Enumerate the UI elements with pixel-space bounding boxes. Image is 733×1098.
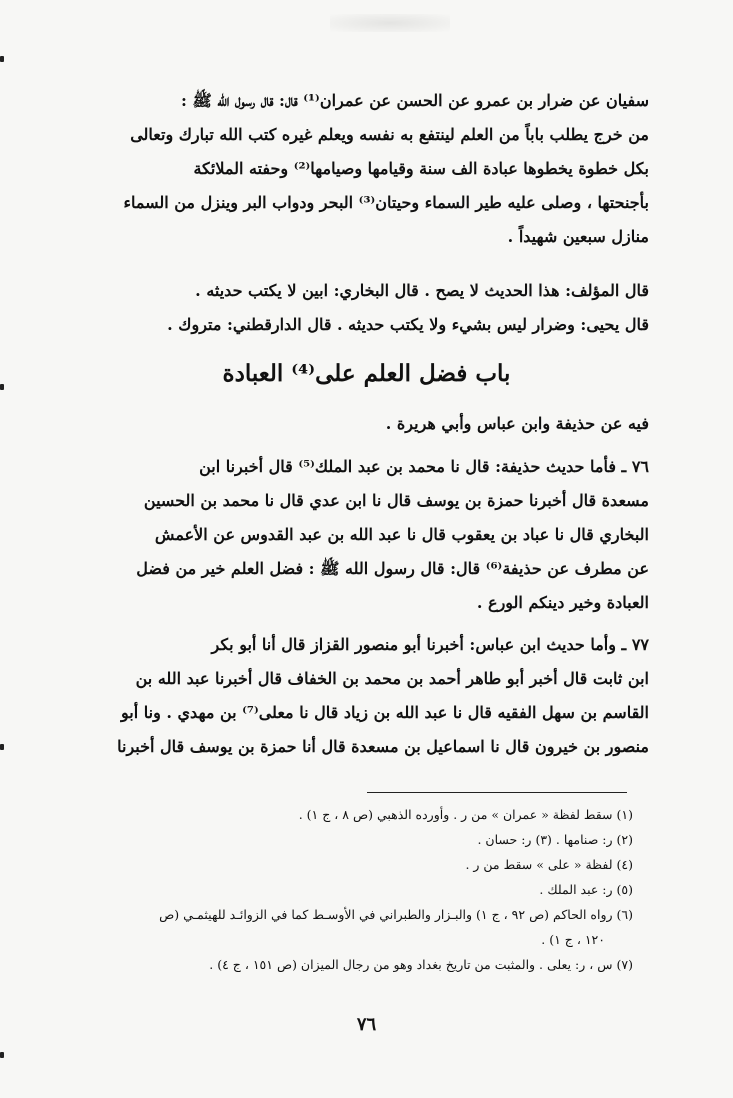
text-line: قال المؤلف: هذا الحديث لا يصح . قال البخاري: ابين لا يكتب حديثه . [195,281,649,300]
edge-mark [0,744,4,750]
footnote: (٦) رواه الحاكم (ص ٩٢ ، ج ١) والبـزار والطبراني في الأوسـط كما في الزوائـد للهيثمـي (ص [159,907,633,922]
text-line: العبادة وخير دينكم الورع . [476,593,649,612]
text-line: قال يحيى: وضرار ليس بشيء ولا يكتب حديثه . قال الدارقطني: متروك . [167,315,649,334]
text-line: منازل سبعين شهيداً . [507,227,649,246]
footnote: (٥) ر: عبد الملك . [539,882,633,897]
edge-mark [0,56,4,62]
text-line: ابن ثابت قال أخبر أبو طاهر أحمد بن محمد بن الخفاف قال أخبرنا عبد الله بن [135,669,649,688]
footnote: (١) سقط لفظة « عمران » من ر . وأورده الذهبي (ص ٨ ، ج ١) . [298,807,633,822]
hadith-76 [79,450,649,620]
text-line: فيه عن حذيفة وابن عباس وأبي هريرة . [385,414,649,433]
text-line: القاسم بن سهل الفقيه قال نا عبد الله بن زياد قال نا معلى⁽⁷⁾ بن مهدي . ونا أبو [121,703,649,722]
edge-mark [0,1052,4,1058]
text-line: سفيان عن ضرار بن عمرو عن الحسن عن عمران⁽¹⁾ قال: قال رسول الله ﷺ : [181,91,649,110]
scan-smudge [330,14,450,32]
footnote-separator [367,792,627,793]
text-line: بكل خطوة يخطوها عبادة الف سنة وقيامها وصيامها⁽²⁾ وحفته الملائكة [193,159,649,178]
text-line: من خرج يطلب باباً من العلم لينتفع به نفسه ويعلم غيره كتب الله تبارك وتعالى [130,125,649,144]
footnote: (٢) ر: صنامها . (٣) ر: حسان . [477,832,633,847]
text-line: عن مطرف عن حذيفة⁽⁶⁾ قال: قال رسول الله ﷺ : فضل العلم خير من فضل [136,559,649,578]
text-line: ٧٦ ـ فأما حديث حذيفة: قال نا محمد بن عبد الملك⁽⁵⁾ قال أخبرنا ابن [199,457,649,476]
hadith-77 [79,628,649,764]
chapter-intro [79,407,649,441]
text-line: منصور بن خيرون قال نا اسماعيل بن مسعدة قال أنا حمزة بن يوسف قال أخبرنا [117,737,649,756]
footnote: (٧) س ، ر: يعلى . والمثبت من تاريخ بغداد وهو من رجال الميزان (ص ١٥١ ، ج ٤) . [209,957,633,972]
footnotes [73,802,633,977]
text-line: مسعدة قال أخبرنا حمزة بن يوسف قال نا ابن عدي قال نا محمد بن الحسين [143,491,649,510]
text-line: البخاري قال نا عباد بن يعقوب قال نا عبد الله بن عبد القدوس عن الأعمش [154,525,649,544]
text-line: بأجنحتها ، وصلى عليه طير السماء وحيتان⁽³⁾ البحر ودواب البر وينزل من السماء [123,193,649,212]
footnote: ١٢٠ ، ج ١) . [541,932,605,947]
text-line: ٧٧ ـ وأما حديث ابن عباس: أخبرنا أبو منصور القزاز قال أنا أبو بكر [211,635,649,654]
author-comment [79,274,649,342]
hadith-paragraph [79,84,649,254]
footnote: (٤) لفظة « على » سقط من ر . [465,857,633,872]
chapter-heading: باب فضل العلم على⁽⁴⁾ العبادة [222,360,511,387]
page-number: ٧٦ [356,1014,377,1035]
